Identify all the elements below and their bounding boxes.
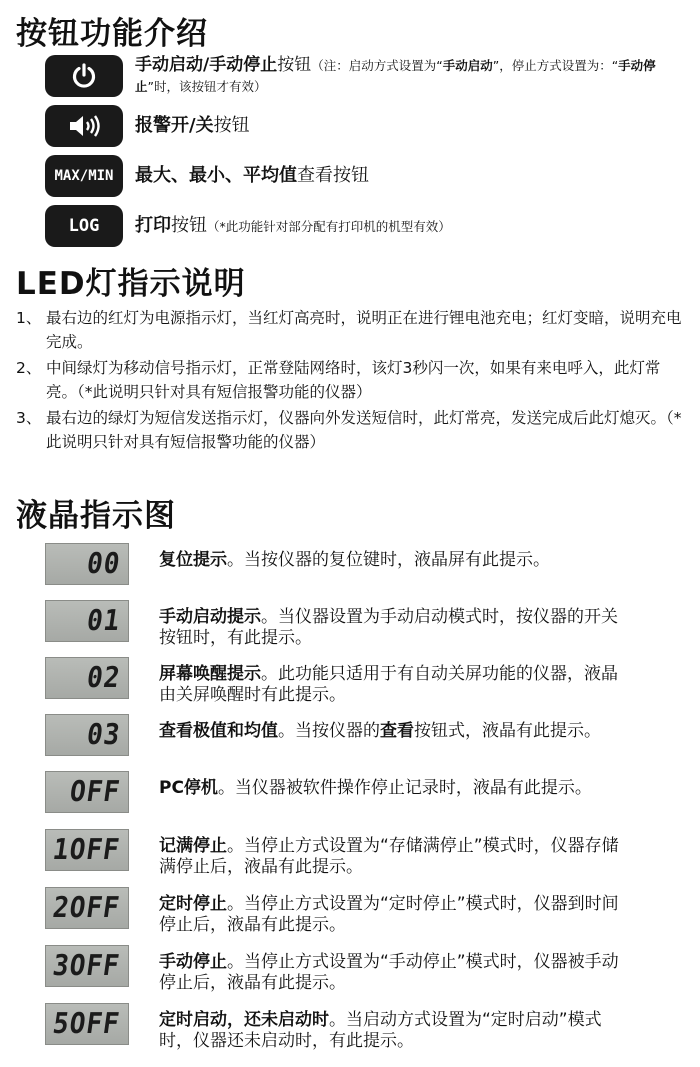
- maxmin-button-name: 最大、最小、平均值: [135, 165, 297, 186]
- lcd-row-timed-stop: [45, 887, 685, 936]
- lcd-display: 01: [45, 600, 129, 642]
- button-row-power: [45, 55, 685, 97]
- lcd-display: 03: [45, 714, 129, 756]
- button-row-maxmin: [45, 155, 685, 197]
- log-button-suffix: 按钮: [171, 214, 207, 236]
- log-button[interactable]: [45, 205, 123, 247]
- log-button-name: 打印: [135, 214, 171, 236]
- lcd-row-manual-stop: [45, 945, 685, 994]
- lcd-description: 手动启动提示。当仪器设置为手动启动模式时，按仪器的开关按钮时，有此提示。: [159, 607, 618, 648]
- lcd-description: 复位提示。当按仪器的复位键时，液晶屏有此提示。: [159, 550, 550, 570]
- power-button[interactable]: [45, 55, 123, 97]
- lcd-row-manual-start: [45, 600, 685, 649]
- lcd-description: 定时停止。当停止方式设置为“定时停止”模式时，仪器到时间停止后，液晶有此提示。: [159, 894, 619, 935]
- alarm-button[interactable]: [45, 105, 123, 147]
- lcd-display: 00: [45, 543, 129, 585]
- lcd-display: 1OFF: [45, 829, 129, 871]
- power-button-name: 手动启动/手动停止: [135, 55, 278, 75]
- lcd-display: 2OFF: [45, 887, 129, 929]
- lcd-description: 定时启动，还未启动时。当启动方式设置为“定时启动”模式时，仪器还未启动时，有此提示。: [159, 1010, 602, 1051]
- button-row-log: [45, 205, 685, 247]
- lcd-row-reset: [45, 543, 685, 585]
- power-button-description: [135, 55, 685, 97]
- maxmin-button-label: MAX/MIN: [54, 168, 114, 184]
- log-button-label: LOG: [68, 216, 100, 236]
- lcd-section-title: 液晶指示图: [16, 498, 176, 534]
- power-button-note: （注：启动方式设置为“手动启动”，停止方式设置为：“手动停止”时，该按钮才有效）: [135, 58, 656, 94]
- lcd-description: 屏幕唤醒提示。此功能只适用于有自动关屏功能的仪器，液晶由关屏唤醒时有此提示。: [159, 664, 618, 705]
- lcd-row-pc-stop: [45, 771, 685, 813]
- led-section-title: LED灯指示说明: [16, 266, 246, 302]
- alarm-button-description: [135, 116, 250, 136]
- maxmin-button[interactable]: [45, 155, 123, 197]
- alarm-button-name: 报警开/关: [135, 115, 214, 136]
- power-icon: [71, 63, 97, 89]
- led-list: [16, 306, 686, 456]
- buttons-section-title: 按钮功能介绍: [16, 16, 208, 52]
- maxmin-button-suffix: 查看按钮: [297, 165, 369, 186]
- lcd-description: 查看极值和均值。当按仪器的查看按钮式，液晶有此提示。: [159, 721, 601, 741]
- alarm-button-suffix: 按钮: [213, 115, 250, 136]
- lcd-row-screen-wake: [45, 657, 685, 706]
- lcd-display: 02: [45, 657, 129, 699]
- lcd-row-timed-start: [45, 1003, 685, 1052]
- power-button-suffix: 按钮: [277, 55, 312, 75]
- lcd-description: PC停机。当仪器被软件操作停止记录时，液晶有此提示。: [159, 778, 592, 798]
- lcd-description: 记满停止。当停止方式设置为“存储满停止”模式时，仪器存储满停止后，液晶有此提示。: [159, 836, 619, 877]
- led-list-item: 3、 最右边的绿灯为短信发送指示灯，仪器向外发送短信时，此灯常亮，发送完成后此灯熄灭。（*此说明只针对具有短信报警功能的仪器）: [16, 409, 682, 451]
- led-list-item: 2、 中间绿灯为移动信号指示灯，正常登陆网络时，该灯3秒闪一次，如果有来电呼入，此灯常亮。（*此说明只针对具有短信报警功能的仪器）: [16, 359, 661, 401]
- lcd-description: 手动停止。当停止方式设置为“手动停止”模式时，仪器被手动停止后，液晶有此提示。: [159, 952, 619, 993]
- lcd-row-view-extremes: [45, 714, 685, 756]
- log-button-note: （*此功能针对部分配有打印机的机型有效）: [207, 218, 451, 234]
- maxmin-button-description: [135, 166, 369, 186]
- led-list-item: 1、 最右边的红灯为电源指示灯，当红灯高亮时，说明正在进行锂电池充电；红灯变暗，说明充电完成。: [16, 309, 682, 351]
- button-row-alarm: [45, 105, 685, 147]
- lcd-row-full-stop: [45, 829, 685, 878]
- lcd-display: 5OFF: [45, 1003, 129, 1045]
- log-button-description: [135, 216, 451, 237]
- lcd-display: OFF: [45, 771, 129, 813]
- speaker-icon: [67, 113, 101, 139]
- lcd-display: 3OFF: [45, 945, 129, 987]
